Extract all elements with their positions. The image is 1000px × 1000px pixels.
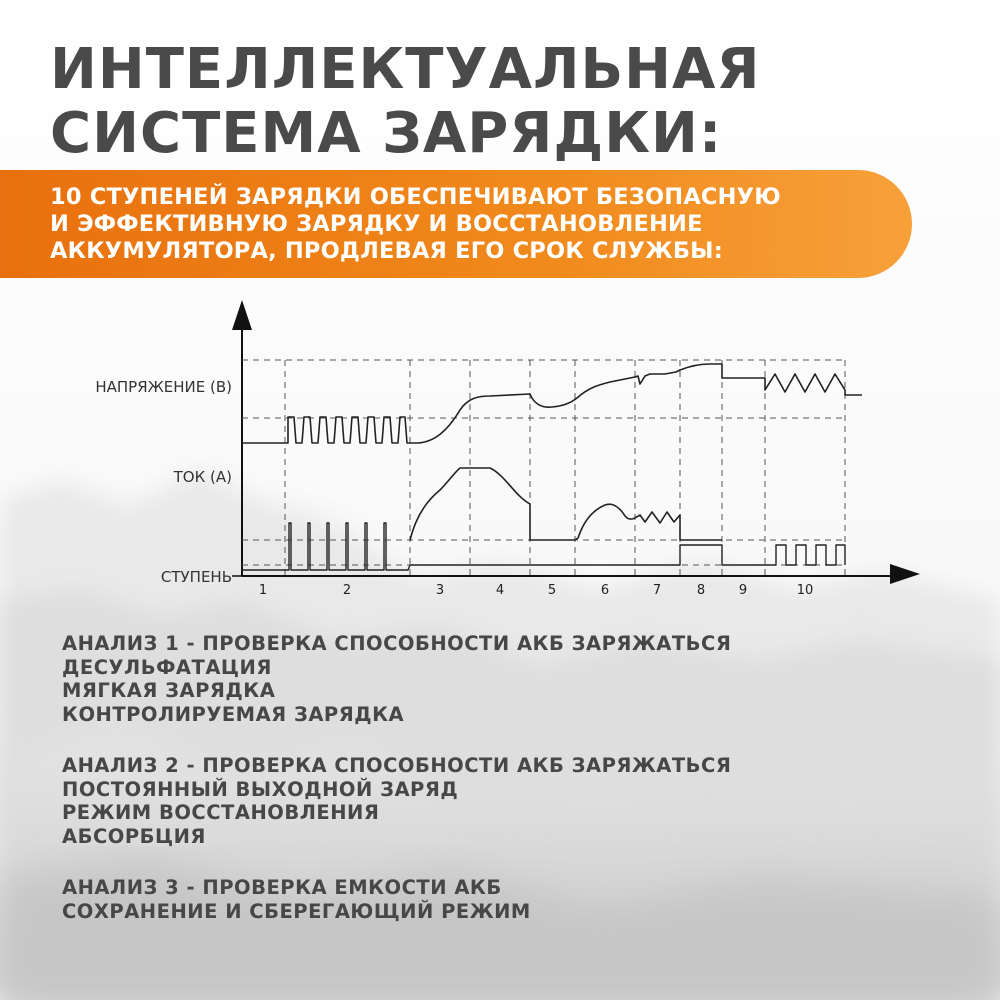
stages-list — [62, 632, 731, 951]
page-title — [50, 38, 760, 166]
step-label: 6 — [600, 583, 610, 598]
step-pulse-signal — [242, 523, 845, 570]
step-axis-label: СТУПЕНЬ — [160, 568, 232, 586]
analysis-2-heading: АНАЛИЗ 2 - ПРОВЕРКА СПОСОБНОСТИ АКБ ЗАРЯЖАТЬСЯ — [62, 754, 732, 777]
banner-text — [50, 184, 781, 265]
voltage-curve — [242, 364, 862, 443]
axis-labels — [95, 378, 242, 586]
analysis-group-1 — [62, 632, 731, 726]
current-axis-label: ТОК (А) — [173, 468, 232, 486]
title-line-1: ИНТЕЛЛЕКТУАЛЬНАЯ — [50, 37, 761, 102]
step-label: 5 — [547, 583, 557, 598]
axes — [232, 300, 920, 584]
orange-banner — [0, 170, 912, 278]
stage-desulfation: ДЕСУЛЬФАТАЦИЯ — [62, 655, 272, 679]
current-curve — [410, 468, 722, 540]
step-label: 1 — [258, 583, 268, 598]
banner-line-3: АККУМУЛЯТОРА, ПРОДЛЕВАЯ ЕГО СРОК СЛУЖБЫ: — [50, 238, 723, 264]
stage-maintenance-mode: СОХРАНЕНИЕ И СБЕРЕГАЮЩИЙ РЕЖИМ — [62, 899, 531, 923]
step-number-labels — [259, 583, 813, 598]
step-label: 8 — [696, 583, 706, 598]
banner-line-1: 10 СТУПЕНЕЙ ЗАРЯДКИ ОБЕСПЕЧИВАЮТ БЕЗОПАСНУЮ — [50, 184, 781, 210]
stage-constant-output: ПОСТОЯННЫЙ ВЫХОДНОЙ ЗАРЯД — [62, 777, 459, 801]
stage-controlled-charge: КОНТРОЛИРУЕМАЯ ЗАРЯДКА — [62, 702, 405, 726]
analysis-1-heading: АНАЛИЗ 1 - ПРОВЕРКА СПОСОБНОСТИ АКБ ЗАРЯЖАТЬСЯ — [62, 632, 732, 655]
banner-line-2: И ЭФФЕКТИВНУЮ ЗАРЯДКУ И ВОССТАНОВЛЕНИЕ — [50, 211, 703, 237]
reference-lines — [242, 360, 845, 576]
analysis-group-3 — [62, 876, 731, 923]
title-line-2: СИСТЕМА ЗАРЯДКИ: — [50, 101, 723, 166]
step-label: 7 — [652, 583, 662, 598]
stage-recovery-mode: РЕЖИМ ВОССТАНОВЛЕНИЯ — [62, 801, 380, 824]
x-axis-arrow-icon — [890, 564, 920, 584]
step-label: 9 — [738, 583, 748, 598]
analysis-3-heading: АНАЛИЗ 3 - ПРОВЕРКА ЕМКОСТИ АКБ — [62, 876, 502, 899]
analysis-group-2 — [62, 754, 731, 848]
step-label: 2 — [342, 583, 352, 598]
stage-absorption: АБСОРБЦИЯ — [62, 824, 206, 848]
charging-stages-diagram — [0, 290, 1000, 610]
y-axis-arrow-icon — [232, 300, 252, 330]
step-label: 4 — [495, 583, 505, 598]
voltage-axis-label: НАПРЯЖЕНИЕ (В) — [95, 378, 232, 396]
stage-soft-charge: МЯГКАЯ ЗАРЯДКА — [62, 679, 276, 702]
step-label: 10 — [796, 583, 814, 598]
step-label: 3 — [435, 583, 445, 598]
